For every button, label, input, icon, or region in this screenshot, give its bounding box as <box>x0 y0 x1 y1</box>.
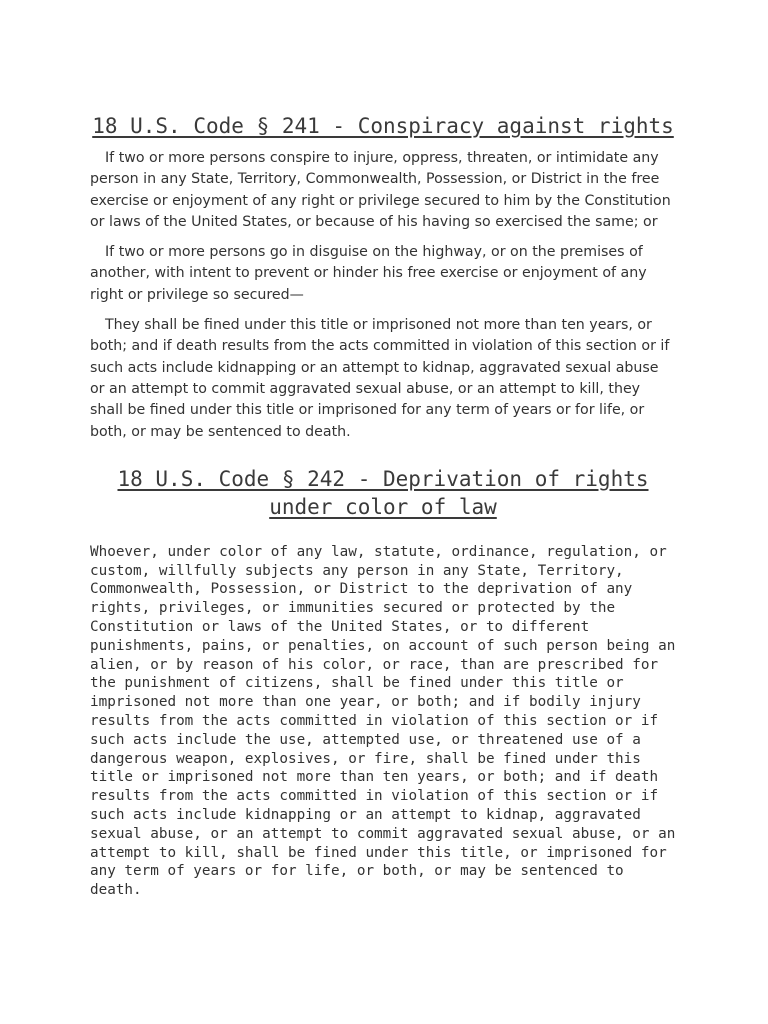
section-242-paragraph: Whoever, under color of any law, statute, ordinance, regulation, or custom, willfully subjects any person in any State, Territory, Commonwealth, Possession, or District to the deprivation of any rights, privileges, or immunities secured or protected by the Constitution or laws of the United States, or to different punishments, pains, or penalties, on account of such person being an alien, or by reason of his color, or race, than are prescribed for the punishment of citizens, shall be fined under this title or imprisoned not more than one year, or both; and if bodily injury results from the acts committed in violation of this section or if such acts include the use, attempted use, or threatened use of a dangerous weapon, explosives, or fire, shall be fined under this title or imprisoned not more than ten years, or both; and if death results from the acts committed in violation of this section or if such acts include kidnapping or an attempt to kidnap, aggravated sexual abuse, or an attempt to commit aggravated sexual abuse, or an attempt to kill, shall be fined under this title, or imprisoned for any term of years or for life, or both, or may be sentenced to death. <box>90 543 676 899</box>
section-241-title: 18 U.S. Code § 241 - Conspiracy against rights <box>92 114 674 138</box>
document-page <box>90 112 676 900</box>
section-242-title: 18 U.S. Code § 242 - Deprivation of rights under color of law <box>117 466 649 519</box>
section-241 <box>90 112 676 443</box>
section-241-paragraph-2: If two or more persons go in disguise on the highway, or on the premises of another, with intent to prevent or hinder his free exercise or enjoyment of any right or privilege so secured— <box>90 244 647 303</box>
section-241-paragraph-3: They shall be fined under this title or imprisoned not more than ten years, or both; and if death results from the acts committed in violation of this section or if such acts include kidnapping or an attempt to kidnap, aggravated sexual abuse or an attempt to commit aggravated sexual abuse, or an attempt to kill, they shall be fined under this title or imprisoned for any term of years or for life, or both, or may be sentenced to death. <box>90 317 670 440</box>
section-242 <box>90 465 676 900</box>
section-241-paragraph-1: If two or more persons conspire to injure, oppress, threaten, or intimidate any person in any State, Territory, Commonwealth, Possession, or District in the free exercise or enjoyment of any right or privilege secured to him by the Constitution or laws of the United States, or because of his having so exercised the same; or <box>90 150 671 230</box>
